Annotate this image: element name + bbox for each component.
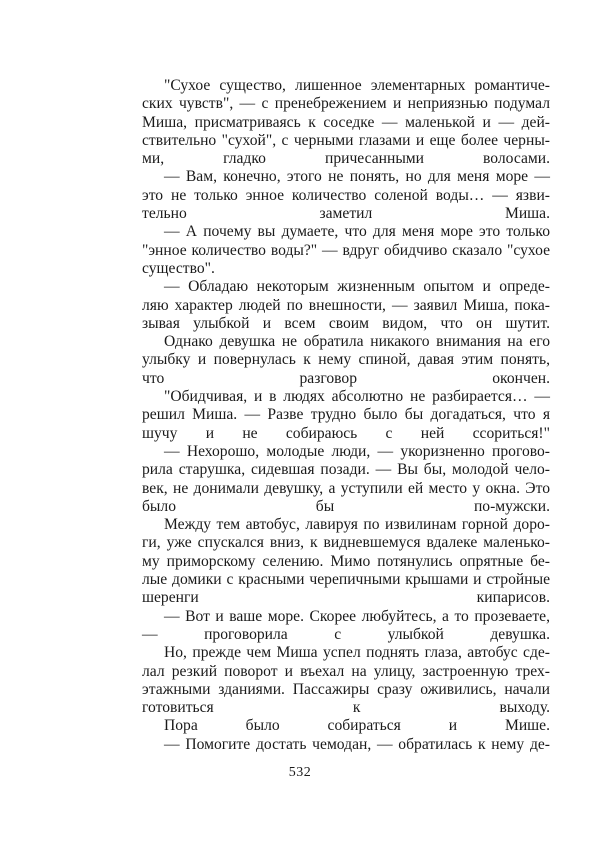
text-line: существо". <box>142 259 215 277</box>
text-line: улыбку и повернулась к нему спиной, давая этим понять, <box>142 351 550 369</box>
text-line: му приморскому селению. Мимо потянулись опрятные бе- <box>142 552 550 570</box>
text-line: — проговорила с улыбкой девушка. <box>142 625 550 643</box>
paragraph <box>142 443 550 516</box>
text-line: зывая улыбкой и всем своим видом, что он шутит. <box>142 314 550 332</box>
paragraph <box>142 333 550 388</box>
paragraph <box>142 77 550 168</box>
text-line: лые домики с красными черепичными крышами и стройные <box>142 571 550 589</box>
text-line: ских чувств", — с пренебрежением и неприязнью подумал <box>142 95 550 113</box>
text-line: Между тем автобус, лавируя по извилинам горной доро- <box>164 516 550 534</box>
text-line: — Вот и ваше море. Скорее любуйтесь, а то прозеваете, <box>164 607 550 625</box>
text-line: — Нехорошо, молодые люди, — укоризненно прогово- <box>164 442 550 460</box>
text-line: — Вам, конечно, этого не понять, но для меня море — <box>164 168 550 186</box>
text-line: Пора было собираться и Мише. <box>164 717 550 735</box>
text-line: век, не донимали девушку, а уступили ей место у окна. Это <box>142 479 550 497</box>
text-line: этажными зданиями. Пассажиры сразу оживились, начали <box>142 680 550 698</box>
paragraph <box>142 388 550 443</box>
text-line: "энное количество воды?" — вдруг обидчиво сказало "сухое <box>142 241 550 259</box>
text-line: ляю характер людей по внешности, — заявил Миша, пока- <box>142 296 550 314</box>
text-line: тельно заметил Миша. <box>142 205 550 223</box>
paragraph <box>142 644 550 717</box>
text-line: готовиться к выходу. <box>142 699 550 717</box>
text-line: Миша, присматриваясь к соседке — маленькой и — дей- <box>142 113 550 131</box>
paragraph <box>142 736 550 754</box>
text-line: было бы по-мужски. <box>142 497 550 515</box>
text-line: — Обладаю некоторым жизненным опытом и опреде- <box>164 278 550 296</box>
text-line: рила старушка, сидевшая позади. — Вы бы, молодой чело- <box>142 461 550 479</box>
paragraph <box>142 278 550 333</box>
text-line: — Помогите достать чемодан, — обратилась к нему де- <box>164 735 550 753</box>
text-line: "Обидчивая, и в людях абсолютно не разбирается… — <box>164 388 550 406</box>
body-text <box>142 77 550 754</box>
text-line: лал резкий поворот и въехал на улицу, застроенную трех- <box>142 662 550 680</box>
paragraph <box>142 516 550 607</box>
paragraph <box>142 223 550 278</box>
text-line: шеренги кипарисов. <box>142 589 550 607</box>
text-line: "Сухое существо, лишенное элементарных романтиче- <box>164 77 550 94</box>
text-line: шучу и не собираюсь с ней ссориться!" <box>142 424 550 442</box>
text-line: Но, прежде чем Миша успел поднять глаза, автобус сде- <box>164 644 550 662</box>
text-line: это не только энное количество соленой воды… — язви- <box>142 186 550 204</box>
text-line: что разговор окончен. <box>142 369 550 387</box>
paragraph <box>142 608 550 645</box>
page-number: 532 <box>288 765 312 780</box>
text-line: ствительно "сухой", с черными глазами и еще более черны- <box>142 131 550 149</box>
text-line: решил Миша. — Разве трудно было бы догадаться, что я <box>142 406 550 424</box>
paragraph <box>142 168 550 223</box>
text-line: — А почему вы думаете, что для меня море это только <box>164 223 550 241</box>
text-line: ги, уже спускался вниз, к видневшемуся вдалеке маленько- <box>142 534 550 552</box>
text-line: Однако девушка не обратила никакого внимания на его <box>164 333 550 351</box>
paragraph <box>142 717 550 735</box>
text-line: ми, гладко причесанными волосами. <box>142 150 550 168</box>
